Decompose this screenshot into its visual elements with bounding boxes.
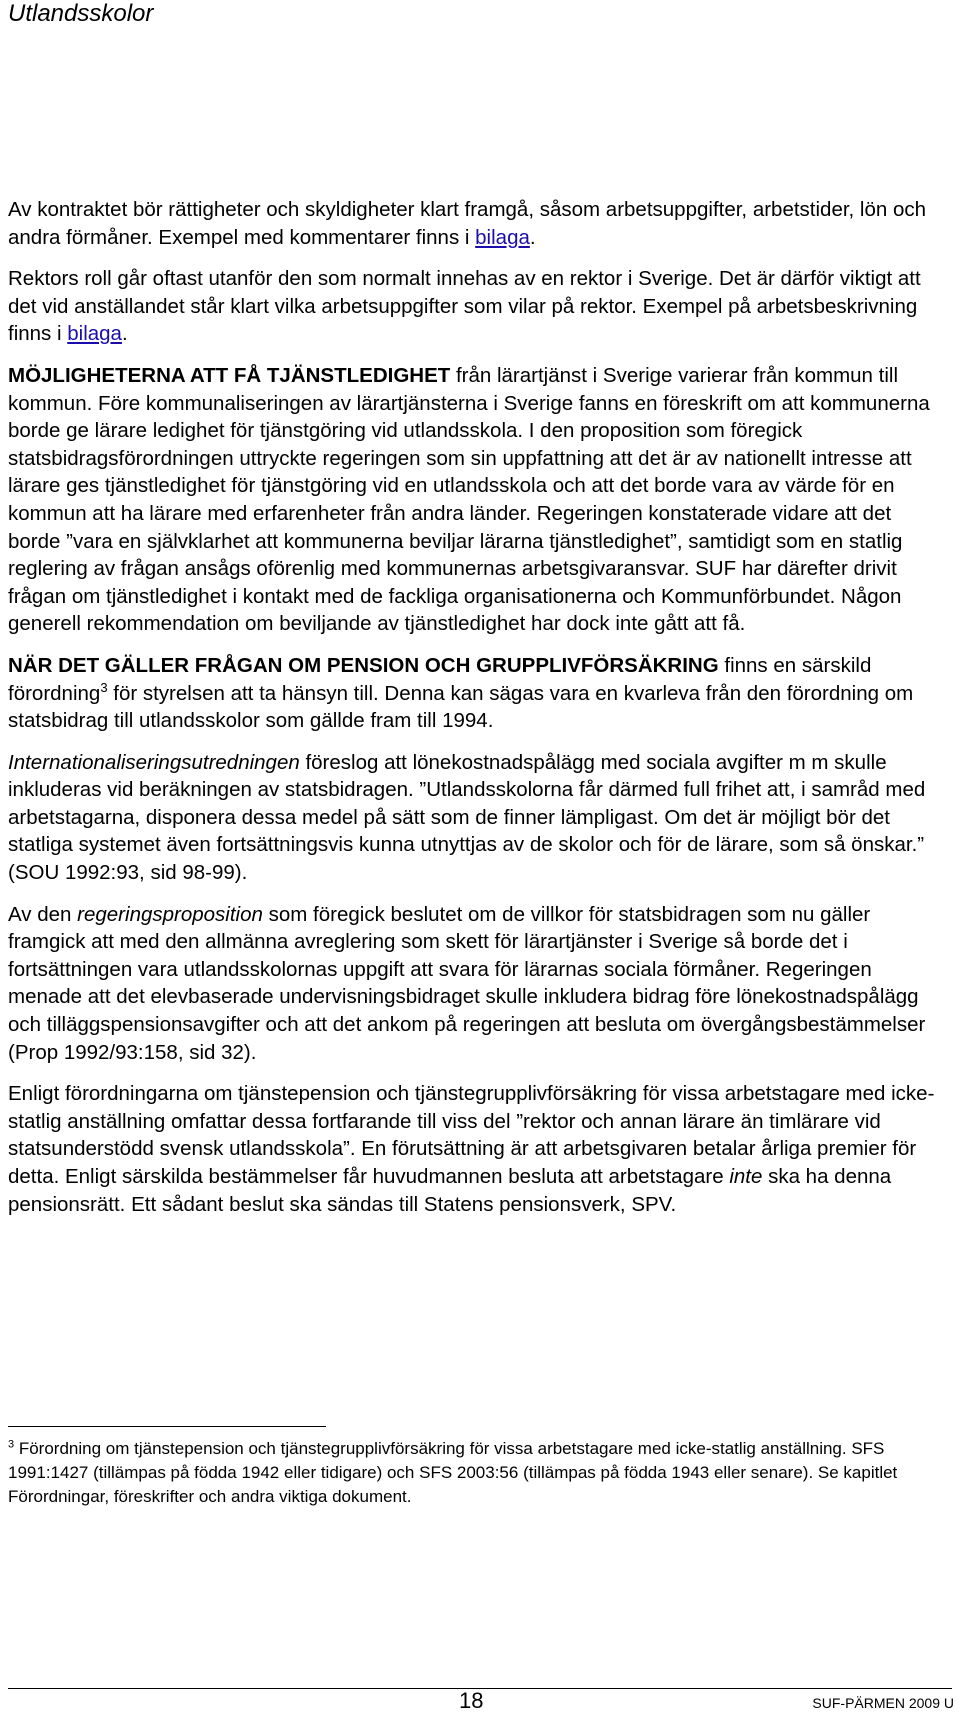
paragraph-pension: NÄR DET GÄLLER FRÅGAN OM PENSION OCH GRUPPLIVFÖRSÄKRING finns en särskild förordning$^3$ för styrelsen att ta hänsyn till. Denna kan sägas vara en kvarleva från den förordning om statsbidrag till utlandsskolor som gällde fram till 1994. [8, 653, 914, 733]
paragraph-rector-role: Rektors roll går oftast utanför den som normalt innehas av en rektor i Sverige. Det är därför viktigt att det vid anställandet står klart vilka arbetsuppgifter som vilar på rektor. Exempel på arbetsbeskrivning finns i bilaga. [8, 267, 921, 346]
paragraph-ordinances: Enligt förordningarna om tjänstepension och tjänstegrupplivförsäkring för vissa arbetstagare med icke-statlig anställning omfattar dessa fortfarande till viss del ”rektor och annan lärare än timlärare vid statsunderstödd svensk utlandsskola”. En förutsättning är att arbetsgivaren betalar årliga premier för detta. Enligt särskilda bestämmelser får huvudmannen besluta att arbetstagare inte ska ha denna pensionsrätt. Ett sådant beslut ska sändas till Statens pensionsverk, SPV. [8, 1082, 935, 1216]
paragraph-contract: Av kontraktet bör rättigheter och skyldigheter klart framgå, såsom arbetsuppgifter, arbetstider, lön och andra förmåner. Exempel med kommentarer finns i bilaga. [8, 198, 927, 249]
document-body [8, 196, 943, 1232]
paragraph-proposition: Av den regeringsproposition som föregick beslutet om de villkor för statsbidragen som nu gäller framgick att med den allmänna avreglering som skett för lärartjänster i Sverige så borde det i fortsättningen vara utlandsskolornas uppgift att svara för lärarnas sociala förmåner. Regeringen menade att det elevbaserade undervisningsbidraget skulle inkludera bidrag före lönekostnadspålägg och tilläggspensionsavgifter och att det ankom på regeringen att besluta om övergångsbestämmelser (Prop 1992/93:158, sid 32). [8, 902, 926, 1064]
paragraph-leave: MÖJLIGHETERNA ATT FÅ TJÄNSTLEDIGHET från lärartjänst i Sverige varierar från kommun till kommun. Före kommunaliseringen av lärartjänsterna i Sverige fanns en föreskrift om att kommunerna borde ge lärare ledighet för tjänstgöring vid utlandsskola. I den proposition som föregick statsbidragsförordningen uttryckte regeringen som sin uppfattning att det är av nationellt intresse att lärare ges tjänstledighet för tjänstgöring vid en utlandsskola och att det borde vara av värde för en kommun att ha lärare med erfarenheter från andra länder. Regeringen konstaterade vidare att det borde ”vara en självklarhet att kommunerna beviljar lärarna tjänstledighet”, samtidigt som en statlig reglering av frågan ansågs oförenlig med kommunernas arbetsgivaransvar. SUF har därefter drivit frågan om tjänstledighet i kontakt med de fackliga organisationerna och Kommunförbundet. Någon generell rekommendation om beviljande av tjänstledighet har dock inte gått att få. [8, 363, 930, 636]
bilaga-link-job-description[interactable]: bilaga [67, 322, 122, 346]
footnote-ref[interactable]: 3 [100, 679, 108, 695]
bilaga-link-contract[interactable]: bilaga [475, 225, 530, 249]
heading-pension: NÄR DET GÄLLER FRÅGAN OM PENSION OCH GRUPPLIVFÖRSÄKRING [8, 653, 719, 677]
footnote: $^3$ Förordning om tjänstepension och tjänstegrupplivförsäkring för vissa arbetstagare med icke-statlig anställning. SFS 1991:1427 (tillämpas på födda 1942 eller tidigare) och SFS 2003:56 (tillämpas på födda 1943 eller senare). Se kapitlet Förordningar, föreskrifter och andra viktiga dokument. [8, 1438, 898, 1506]
page-number: 18 [459, 1688, 484, 1713]
footer-document-code: SUF-PÄRMEN 2009 U [812, 1695, 954, 1711]
heading-leave: MÖJLIGHETERNA ATT FÅ TJÄNSTLEDIGHET [8, 363, 451, 387]
paragraph-internationalisation: Internationaliseringsutredningen föreslog att lönekostnadspålägg med sociala avgifter m m skulle inkluderas vid beräkningen av statsbidragen. ”Utlandsskolorna får därmed full frihet att, i samråd med arbetstagarna, disponera dessa medel på sätt som de finner lämpligast. Om det är möjligt bör det statliga systemet även fortsättningsvis kunna utnyttjas av de skolor och för de lärare, som så önskar.” (SOU 1992:93, sid 98-99). [8, 750, 926, 885]
footnote-divider [8, 1426, 326, 1427]
page-header-title: Utlandsskolor [8, 0, 154, 27]
